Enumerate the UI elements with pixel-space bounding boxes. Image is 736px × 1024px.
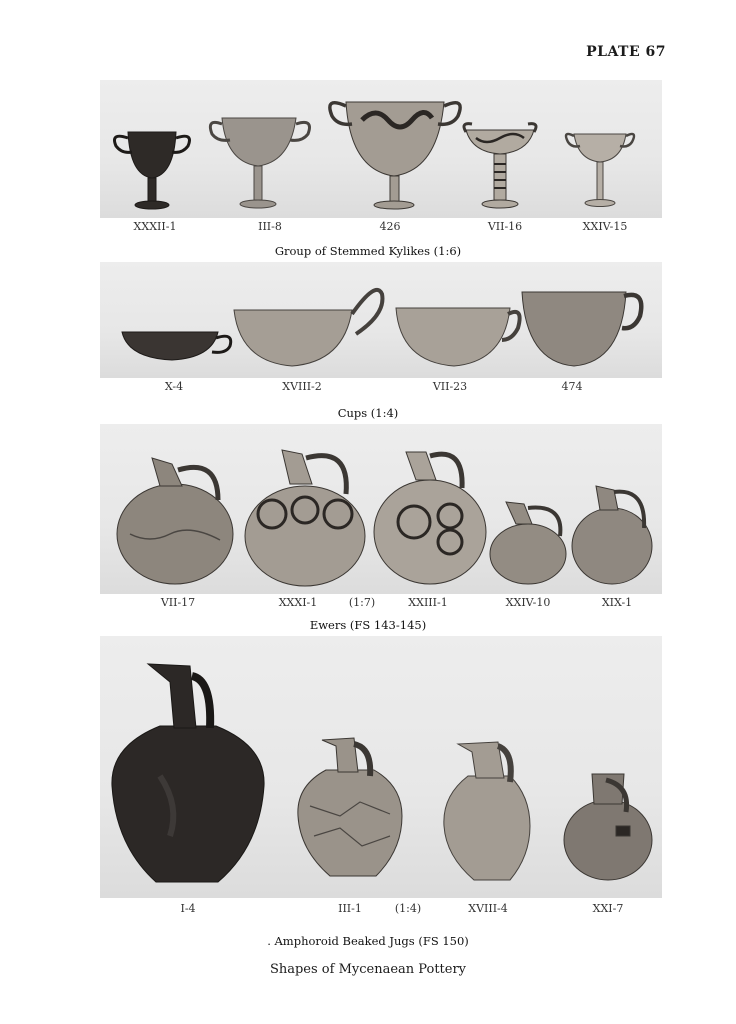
photo-cups bbox=[100, 262, 662, 378]
caption-jugs: . Amphoroid Beaked Jugs (FS 150) bbox=[267, 934, 469, 948]
ewer-xxxi-1 bbox=[245, 450, 365, 586]
kylix-xxxii-1 bbox=[115, 132, 190, 209]
photo-ewers bbox=[100, 424, 662, 594]
label-426: 426 bbox=[379, 220, 401, 233]
plate-number: PLATE 67 bbox=[586, 44, 666, 60]
ewers-photo-svg bbox=[100, 424, 662, 594]
label-i-4: I-4 bbox=[180, 902, 196, 915]
label-scale-1-7: (1:7) bbox=[348, 596, 376, 609]
ewer-xxiv-10 bbox=[490, 502, 566, 584]
label-xxiv-15: XXIV-15 bbox=[582, 220, 628, 233]
ewer-xxiii-1 bbox=[374, 452, 486, 584]
jug-iii-1 bbox=[298, 738, 402, 876]
caption-ewers: Ewers (FS 143-145) bbox=[309, 618, 427, 632]
caption-cups: Cups (1:4) bbox=[337, 406, 399, 420]
label-vii-16: VII-16 bbox=[487, 220, 523, 233]
ewer-vii-17 bbox=[117, 458, 233, 584]
jugs-labels bbox=[100, 902, 662, 918]
label-xviii-2: XVIII-2 bbox=[282, 380, 322, 393]
label-xxiii-1: XXIII-1 bbox=[408, 596, 448, 609]
label-vii-23: VII-23 bbox=[432, 380, 468, 393]
kylix-xxiv-15 bbox=[566, 134, 634, 207]
jug-i-4 bbox=[112, 664, 264, 882]
kylikes-labels bbox=[100, 220, 662, 236]
label-xxiv-10: XXIV-10 bbox=[505, 596, 551, 609]
label-x-4: X-4 bbox=[164, 380, 184, 393]
jug-xviii-4 bbox=[444, 742, 530, 880]
kylix-iii-8 bbox=[210, 118, 309, 208]
cups-photo-svg bbox=[100, 262, 662, 378]
ewers-labels bbox=[100, 596, 662, 612]
photo-jugs bbox=[100, 636, 662, 898]
kylikes-photo-svg bbox=[100, 80, 662, 218]
label-vii-17: VII-17 bbox=[160, 596, 196, 609]
cup-x-4 bbox=[122, 332, 231, 360]
label-474: 474 bbox=[561, 380, 583, 393]
caption-kylikes: Group of Stemmed Kylikes (1:6) bbox=[274, 244, 462, 258]
jugs-photo-svg bbox=[100, 636, 662, 898]
label-xviii-4: XVIII-4 bbox=[468, 902, 508, 915]
label-xxxii-1: XXXII-1 bbox=[133, 220, 177, 233]
label-xxxi-1: XXXI-1 bbox=[278, 596, 318, 609]
page-title: Shapes of Mycenaean Pottery bbox=[269, 962, 467, 977]
label-scale-1-4: (1:4) bbox=[394, 902, 422, 915]
cups-labels bbox=[100, 380, 662, 396]
ewer-xix-1 bbox=[572, 486, 652, 584]
photo-kylikes bbox=[100, 80, 662, 218]
kylix-vii-16 bbox=[464, 124, 536, 208]
jug-xxi-7 bbox=[564, 774, 652, 880]
label-xix-1: XIX-1 bbox=[601, 596, 633, 609]
label-xxi-7: XXI-7 bbox=[592, 902, 624, 915]
label-iii-1: III-1 bbox=[338, 902, 362, 915]
cup-vii-23 bbox=[396, 308, 520, 366]
label-iii-8: III-8 bbox=[258, 220, 282, 233]
cup-474 bbox=[522, 292, 641, 366]
cup-xviii-2 bbox=[234, 290, 382, 366]
kylix-426 bbox=[330, 102, 460, 209]
